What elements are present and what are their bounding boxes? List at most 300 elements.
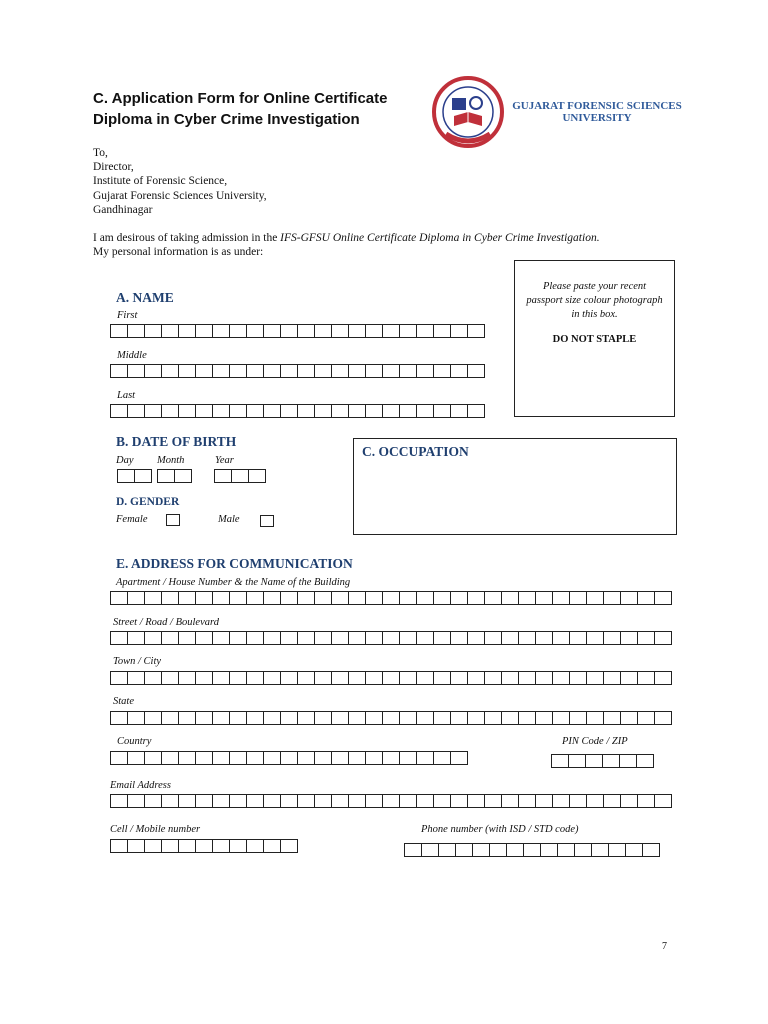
character-box[interactable] xyxy=(484,711,502,725)
character-box[interactable] xyxy=(229,711,247,725)
character-box[interactable] xyxy=(314,751,332,765)
character-box[interactable] xyxy=(110,794,128,808)
character-box[interactable] xyxy=(331,711,349,725)
character-box[interactable] xyxy=(229,364,247,378)
character-box[interactable] xyxy=(637,711,655,725)
character-box[interactable] xyxy=(144,591,162,605)
character-box[interactable] xyxy=(472,843,490,857)
character-box[interactable] xyxy=(178,671,196,685)
character-box[interactable] xyxy=(161,711,179,725)
character-box[interactable] xyxy=(535,794,553,808)
character-box[interactable] xyxy=(348,671,366,685)
character-box[interactable] xyxy=(127,631,145,645)
character-box[interactable] xyxy=(195,794,213,808)
character-box[interactable] xyxy=(161,839,179,853)
character-box[interactable] xyxy=(382,324,400,338)
phone-field[interactable] xyxy=(404,843,660,857)
character-box[interactable] xyxy=(263,794,281,808)
first-name-field[interactable] xyxy=(110,324,485,338)
character-box[interactable] xyxy=(467,711,485,725)
street-field[interactable] xyxy=(110,631,672,645)
character-box[interactable] xyxy=(535,671,553,685)
character-box[interactable] xyxy=(540,843,558,857)
character-box[interactable] xyxy=(144,631,162,645)
character-box[interactable] xyxy=(212,751,230,765)
character-box[interactable] xyxy=(552,631,570,645)
character-box[interactable] xyxy=(484,794,502,808)
character-box[interactable] xyxy=(178,324,196,338)
character-box[interactable] xyxy=(501,591,519,605)
character-box[interactable] xyxy=(297,671,315,685)
character-box[interactable] xyxy=(569,591,587,605)
character-box[interactable] xyxy=(416,711,434,725)
middle-name-field[interactable] xyxy=(110,364,485,378)
character-box[interactable] xyxy=(450,671,468,685)
character-box[interactable] xyxy=(127,671,145,685)
character-box[interactable] xyxy=(365,404,383,418)
character-box[interactable] xyxy=(382,751,400,765)
character-box[interactable] xyxy=(331,591,349,605)
character-box[interactable] xyxy=(450,591,468,605)
character-box[interactable] xyxy=(297,591,315,605)
character-box[interactable] xyxy=(433,794,451,808)
character-box[interactable] xyxy=(246,794,264,808)
character-box[interactable] xyxy=(586,631,604,645)
character-box[interactable] xyxy=(314,324,332,338)
character-box[interactable] xyxy=(433,364,451,378)
character-box[interactable] xyxy=(214,469,232,483)
gender-female-checkbox[interactable] xyxy=(166,514,180,526)
character-box[interactable] xyxy=(552,794,570,808)
character-box[interactable] xyxy=(348,591,366,605)
character-box[interactable] xyxy=(535,591,553,605)
character-box[interactable] xyxy=(586,794,604,808)
character-box[interactable] xyxy=(637,631,655,645)
character-box[interactable] xyxy=(399,671,417,685)
character-box[interactable] xyxy=(314,591,332,605)
character-box[interactable] xyxy=(246,751,264,765)
character-box[interactable] xyxy=(416,631,434,645)
character-box[interactable] xyxy=(280,404,298,418)
character-box[interactable] xyxy=(314,711,332,725)
character-box[interactable] xyxy=(625,843,643,857)
character-box[interactable] xyxy=(263,751,281,765)
character-box[interactable] xyxy=(433,324,451,338)
character-box[interactable] xyxy=(654,794,672,808)
last-name-field[interactable] xyxy=(110,404,485,418)
character-box[interactable] xyxy=(314,631,332,645)
character-box[interactable] xyxy=(450,794,468,808)
character-box[interactable] xyxy=(591,843,609,857)
character-box[interactable] xyxy=(552,671,570,685)
character-box[interactable] xyxy=(117,469,135,483)
character-box[interactable] xyxy=(365,631,383,645)
character-box[interactable] xyxy=(399,711,417,725)
character-box[interactable] xyxy=(552,711,570,725)
character-box[interactable] xyxy=(365,671,383,685)
character-box[interactable] xyxy=(144,839,162,853)
character-box[interactable] xyxy=(297,711,315,725)
character-box[interactable] xyxy=(399,751,417,765)
character-box[interactable] xyxy=(654,671,672,685)
character-box[interactable] xyxy=(195,631,213,645)
character-box[interactable] xyxy=(127,839,145,853)
character-box[interactable] xyxy=(110,711,128,725)
character-box[interactable] xyxy=(489,843,507,857)
character-box[interactable] xyxy=(568,754,586,768)
character-box[interactable] xyxy=(382,591,400,605)
character-box[interactable] xyxy=(263,324,281,338)
character-box[interactable] xyxy=(433,711,451,725)
character-box[interactable] xyxy=(195,404,213,418)
character-box[interactable] xyxy=(263,364,281,378)
character-box[interactable] xyxy=(280,671,298,685)
character-box[interactable] xyxy=(280,364,298,378)
town-field[interactable] xyxy=(110,671,672,685)
character-box[interactable] xyxy=(348,404,366,418)
character-box[interactable] xyxy=(518,671,536,685)
character-box[interactable] xyxy=(178,711,196,725)
character-box[interactable] xyxy=(620,591,638,605)
character-box[interactable] xyxy=(161,364,179,378)
character-box[interactable] xyxy=(178,839,196,853)
character-box[interactable] xyxy=(585,754,603,768)
character-box[interactable] xyxy=(212,631,230,645)
character-box[interactable] xyxy=(229,631,247,645)
character-box[interactable] xyxy=(331,324,349,338)
character-box[interactable] xyxy=(518,794,536,808)
character-box[interactable] xyxy=(280,794,298,808)
character-box[interactable] xyxy=(246,324,264,338)
character-box[interactable] xyxy=(450,364,468,378)
state-field[interactable] xyxy=(110,711,672,725)
character-box[interactable] xyxy=(654,631,672,645)
character-box[interactable] xyxy=(382,794,400,808)
character-box[interactable] xyxy=(620,671,638,685)
character-box[interactable] xyxy=(438,843,456,857)
character-box[interactable] xyxy=(246,364,264,378)
character-box[interactable] xyxy=(144,751,162,765)
character-box[interactable] xyxy=(569,631,587,645)
character-box[interactable] xyxy=(574,843,592,857)
character-box[interactable] xyxy=(467,404,485,418)
character-box[interactable] xyxy=(433,671,451,685)
character-box[interactable] xyxy=(178,404,196,418)
character-box[interactable] xyxy=(195,839,213,853)
character-box[interactable] xyxy=(433,404,451,418)
character-box[interactable] xyxy=(603,671,621,685)
character-box[interactable] xyxy=(331,794,349,808)
character-box[interactable] xyxy=(110,404,128,418)
character-box[interactable] xyxy=(467,324,485,338)
character-box[interactable] xyxy=(620,711,638,725)
character-box[interactable] xyxy=(212,364,230,378)
character-box[interactable] xyxy=(586,671,604,685)
character-box[interactable] xyxy=(551,754,569,768)
character-box[interactable] xyxy=(314,364,332,378)
character-box[interactable] xyxy=(127,794,145,808)
character-box[interactable] xyxy=(161,404,179,418)
character-box[interactable] xyxy=(297,404,315,418)
character-box[interactable] xyxy=(280,631,298,645)
character-box[interactable] xyxy=(365,364,383,378)
character-box[interactable] xyxy=(144,404,162,418)
character-box[interactable] xyxy=(433,591,451,605)
character-box[interactable] xyxy=(399,591,417,605)
cell-field[interactable] xyxy=(110,839,298,853)
character-box[interactable] xyxy=(382,671,400,685)
character-box[interactable] xyxy=(195,711,213,725)
character-box[interactable] xyxy=(557,843,575,857)
character-box[interactable] xyxy=(195,671,213,685)
character-box[interactable] xyxy=(501,631,519,645)
character-box[interactable] xyxy=(620,794,638,808)
character-box[interactable] xyxy=(569,794,587,808)
character-box[interactable] xyxy=(263,631,281,645)
character-box[interactable] xyxy=(467,631,485,645)
character-box[interactable] xyxy=(467,794,485,808)
character-box[interactable] xyxy=(246,631,264,645)
character-box[interactable] xyxy=(433,631,451,645)
character-box[interactable] xyxy=(404,843,422,857)
character-box[interactable] xyxy=(455,843,473,857)
character-box[interactable] xyxy=(552,591,570,605)
character-box[interactable] xyxy=(399,794,417,808)
character-box[interactable] xyxy=(365,794,383,808)
character-box[interactable] xyxy=(263,711,281,725)
character-box[interactable] xyxy=(331,751,349,765)
character-box[interactable] xyxy=(450,324,468,338)
character-box[interactable] xyxy=(365,591,383,605)
character-box[interactable] xyxy=(212,711,230,725)
character-box[interactable] xyxy=(161,591,179,605)
character-box[interactable] xyxy=(178,591,196,605)
character-box[interactable] xyxy=(212,839,230,853)
character-box[interactable] xyxy=(246,591,264,605)
character-box[interactable] xyxy=(280,751,298,765)
character-box[interactable] xyxy=(484,591,502,605)
character-box[interactable] xyxy=(608,843,626,857)
character-box[interactable] xyxy=(127,751,145,765)
character-box[interactable] xyxy=(569,711,587,725)
character-box[interactable] xyxy=(331,404,349,418)
character-box[interactable] xyxy=(399,364,417,378)
character-box[interactable] xyxy=(212,794,230,808)
character-box[interactable] xyxy=(586,711,604,725)
character-box[interactable] xyxy=(399,404,417,418)
character-box[interactable] xyxy=(231,469,249,483)
email-field[interactable] xyxy=(110,794,672,808)
character-box[interactable] xyxy=(506,843,524,857)
character-box[interactable] xyxy=(280,591,298,605)
character-box[interactable] xyxy=(144,711,162,725)
character-box[interactable] xyxy=(263,671,281,685)
character-box[interactable] xyxy=(161,751,179,765)
character-box[interactable] xyxy=(144,671,162,685)
character-box[interactable] xyxy=(229,404,247,418)
character-box[interactable] xyxy=(127,591,145,605)
character-box[interactable] xyxy=(450,631,468,645)
character-box[interactable] xyxy=(619,754,637,768)
character-box[interactable] xyxy=(569,671,587,685)
character-box[interactable] xyxy=(178,751,196,765)
character-box[interactable] xyxy=(195,591,213,605)
character-box[interactable] xyxy=(246,404,264,418)
character-box[interactable] xyxy=(144,364,162,378)
character-box[interactable] xyxy=(161,631,179,645)
character-box[interactable] xyxy=(229,591,247,605)
character-box[interactable] xyxy=(348,711,366,725)
character-box[interactable] xyxy=(212,671,230,685)
character-box[interactable] xyxy=(157,469,175,483)
character-box[interactable] xyxy=(450,711,468,725)
character-box[interactable] xyxy=(484,671,502,685)
character-box[interactable] xyxy=(314,794,332,808)
character-box[interactable] xyxy=(297,794,315,808)
character-box[interactable] xyxy=(636,754,654,768)
character-box[interactable] xyxy=(518,711,536,725)
character-box[interactable] xyxy=(348,631,366,645)
character-box[interactable] xyxy=(365,711,383,725)
character-box[interactable] xyxy=(382,404,400,418)
character-box[interactable] xyxy=(195,751,213,765)
character-box[interactable] xyxy=(110,839,128,853)
character-box[interactable] xyxy=(603,631,621,645)
character-box[interactable] xyxy=(535,711,553,725)
character-box[interactable] xyxy=(654,711,672,725)
character-box[interactable] xyxy=(246,711,264,725)
character-box[interactable] xyxy=(331,364,349,378)
character-box[interactable] xyxy=(127,404,145,418)
character-box[interactable] xyxy=(144,324,162,338)
character-box[interactable] xyxy=(416,751,434,765)
character-box[interactable] xyxy=(229,324,247,338)
character-box[interactable] xyxy=(280,711,298,725)
character-box[interactable] xyxy=(416,404,434,418)
character-box[interactable] xyxy=(110,591,128,605)
character-box[interactable] xyxy=(178,364,196,378)
character-box[interactable] xyxy=(263,404,281,418)
character-box[interactable] xyxy=(248,469,266,483)
character-box[interactable] xyxy=(637,591,655,605)
character-box[interactable] xyxy=(523,843,541,857)
character-box[interactable] xyxy=(212,591,230,605)
character-box[interactable] xyxy=(348,794,366,808)
character-box[interactable] xyxy=(127,711,145,725)
character-box[interactable] xyxy=(416,324,434,338)
pin-field[interactable] xyxy=(551,754,654,768)
character-box[interactable] xyxy=(416,794,434,808)
character-box[interactable] xyxy=(467,364,485,378)
character-box[interactable] xyxy=(484,631,502,645)
character-box[interactable] xyxy=(603,794,621,808)
character-box[interactable] xyxy=(331,671,349,685)
dob-day-field[interactable] xyxy=(117,469,152,483)
character-box[interactable] xyxy=(314,671,332,685)
character-box[interactable] xyxy=(365,324,383,338)
character-box[interactable] xyxy=(297,324,315,338)
character-box[interactable] xyxy=(399,324,417,338)
character-box[interactable] xyxy=(331,631,349,645)
character-box[interactable] xyxy=(127,324,145,338)
character-box[interactable] xyxy=(421,843,439,857)
character-box[interactable] xyxy=(535,631,553,645)
character-box[interactable] xyxy=(212,404,230,418)
character-box[interactable] xyxy=(263,591,281,605)
character-box[interactable] xyxy=(263,839,281,853)
character-box[interactable] xyxy=(161,671,179,685)
character-box[interactable] xyxy=(586,591,604,605)
character-box[interactable] xyxy=(348,324,366,338)
character-box[interactable] xyxy=(297,751,315,765)
character-box[interactable] xyxy=(501,711,519,725)
character-box[interactable] xyxy=(501,671,519,685)
character-box[interactable] xyxy=(229,671,247,685)
character-box[interactable] xyxy=(382,631,400,645)
character-box[interactable] xyxy=(416,364,434,378)
photo-box[interactable] xyxy=(514,260,675,417)
character-box[interactable] xyxy=(110,671,128,685)
character-box[interactable] xyxy=(416,671,434,685)
character-box[interactable] xyxy=(110,364,128,378)
character-box[interactable] xyxy=(110,631,128,645)
character-box[interactable] xyxy=(654,591,672,605)
character-box[interactable] xyxy=(144,794,162,808)
country-field[interactable] xyxy=(110,751,468,765)
character-box[interactable] xyxy=(637,671,655,685)
character-box[interactable] xyxy=(416,591,434,605)
character-box[interactable] xyxy=(110,324,128,338)
character-box[interactable] xyxy=(450,404,468,418)
character-box[interactable] xyxy=(280,324,298,338)
character-box[interactable] xyxy=(467,591,485,605)
character-box[interactable] xyxy=(467,671,485,685)
character-box[interactable] xyxy=(620,631,638,645)
character-box[interactable] xyxy=(501,794,519,808)
dob-month-field[interactable] xyxy=(157,469,192,483)
gender-male-checkbox[interactable] xyxy=(260,515,274,527)
character-box[interactable] xyxy=(348,364,366,378)
character-box[interactable] xyxy=(178,631,196,645)
character-box[interactable] xyxy=(450,751,468,765)
character-box[interactable] xyxy=(178,794,196,808)
character-box[interactable] xyxy=(297,631,315,645)
character-box[interactable] xyxy=(229,839,247,853)
character-box[interactable] xyxy=(212,324,230,338)
character-box[interactable] xyxy=(433,751,451,765)
character-box[interactable] xyxy=(280,839,298,853)
character-box[interactable] xyxy=(134,469,152,483)
character-box[interactable] xyxy=(195,324,213,338)
character-box[interactable] xyxy=(297,364,315,378)
character-box[interactable] xyxy=(246,671,264,685)
character-box[interactable] xyxy=(602,754,620,768)
character-box[interactable] xyxy=(229,794,247,808)
character-box[interactable] xyxy=(382,711,400,725)
character-box[interactable] xyxy=(127,364,145,378)
character-box[interactable] xyxy=(518,591,536,605)
character-box[interactable] xyxy=(195,364,213,378)
character-box[interactable] xyxy=(642,843,660,857)
character-box[interactable] xyxy=(229,751,247,765)
dob-year-field[interactable] xyxy=(214,469,266,483)
character-box[interactable] xyxy=(246,839,264,853)
character-box[interactable] xyxy=(161,794,179,808)
character-box[interactable] xyxy=(365,751,383,765)
character-box[interactable] xyxy=(174,469,192,483)
character-box[interactable] xyxy=(161,324,179,338)
character-box[interactable] xyxy=(518,631,536,645)
